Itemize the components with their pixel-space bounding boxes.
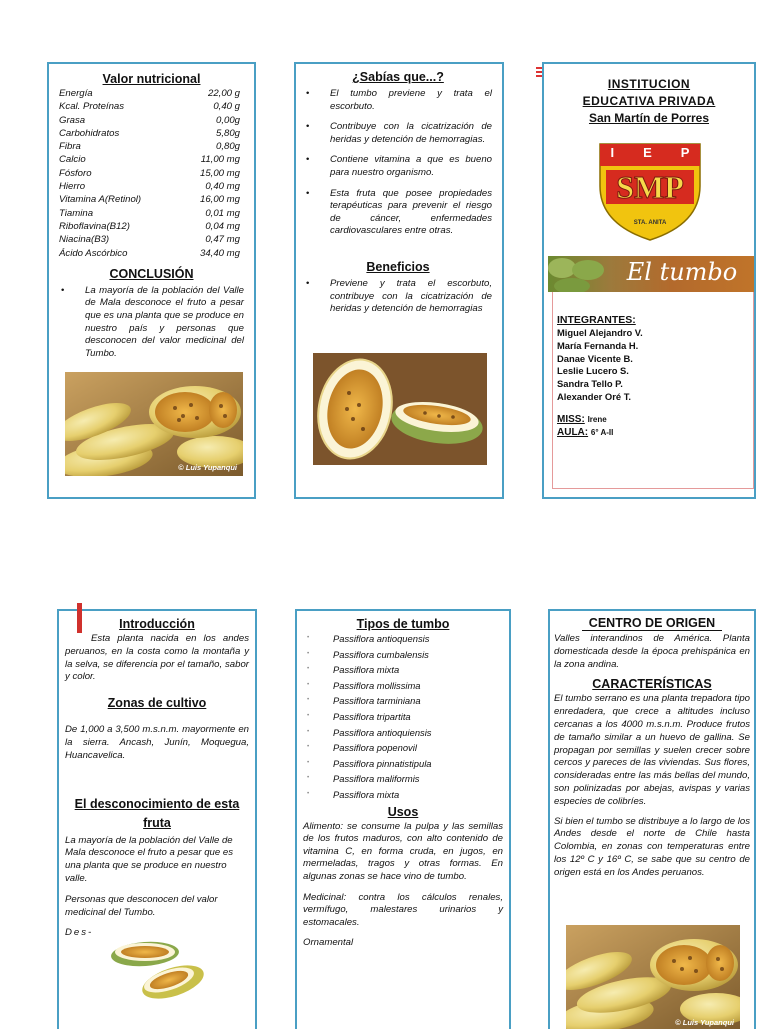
- tumbo-photo-2: [313, 353, 487, 465]
- sabias-item: • Contribuye con la cicatrización de heridas y detención de hemorragias.: [304, 121, 492, 146]
- panel-sabias: [294, 62, 504, 499]
- school-logo: [596, 140, 704, 242]
- nutrient-name: Energía: [59, 88, 93, 99]
- photo-credit: © Luis Yupanqui: [178, 463, 237, 472]
- panel-origen: [548, 609, 756, 1029]
- tipo-item: • Passiflora pinnatistipula: [303, 756, 503, 772]
- nutrient-name: Calcio: [59, 154, 86, 166]
- nutrient-value: 15,00 mg: [199, 167, 240, 179]
- usos-title: Usos: [387, 804, 419, 819]
- nutrient-value: 0,01 mg: [205, 207, 240, 219]
- tipo-item: • Passiflora tarminiana: [303, 693, 503, 709]
- caract-p2: Si bien el tumbo se distribuye a lo largo de los Andes desde el norte de Chile hasta Colombia, en zonas con temperaturas entre los 12º C y 16º C, se sabe que su centro de origen está en los Andes peruanos.: [554, 815, 750, 878]
- photo-credit-2: © Luis Yupanqui: [675, 1018, 734, 1027]
- tipos-list: [303, 631, 503, 803]
- usos-p3: Ornamental: [303, 937, 354, 949]
- banner-title: El tumbo: [626, 258, 738, 286]
- tipos-title: Tipos de tumbo: [356, 617, 450, 631]
- nutrient-name: Riboflavina(B12): [59, 220, 130, 232]
- sabias-title: ¿Sabías que...?: [352, 70, 444, 84]
- origen-title: CENTRO DE ORIGEN: [582, 616, 722, 631]
- usos-p2: Medicinal: contra los cálculos renales, vermífugo, malestares urinarios y estomacales.: [303, 891, 503, 928]
- nutrient-value: 0,80g: [215, 141, 240, 153]
- nutrient-name: Niacina(B3): [59, 234, 110, 246]
- tipo-item: • Passiflora mollissima: [303, 678, 503, 694]
- nutrient-value: 16,00 mg: [199, 194, 240, 206]
- nutrition-row: [59, 114, 244, 127]
- panel-cover: [542, 62, 756, 499]
- aula-value: 6° A-II: [590, 427, 614, 437]
- conclusion-title: CONCLUSIÓN: [109, 266, 194, 281]
- nutrition-title: Valor nutricional: [102, 72, 201, 86]
- member-name: María Fernanda H.: [557, 339, 639, 351]
- integrantes-label: INTEGRANTES:: [557, 314, 636, 326]
- nutrient-name: Fósforo: [59, 167, 92, 179]
- sabias-item: • El tumbo previene y trata el escorbuto.: [304, 88, 492, 113]
- nutrition-row: [59, 193, 244, 206]
- caract-title: CARACTERÍSTICAS: [592, 677, 712, 692]
- nutrient-name: Ácido Ascórbico: [59, 247, 128, 259]
- nutrition-table: [59, 87, 244, 260]
- zonas-text: De 1,000 a 3,500 m.s.n.m. mayormente en la sierra. Ancash, Junín, Moquegua, Huancavelica.: [65, 724, 249, 761]
- member-name: Sandra Tello P.: [557, 378, 623, 390]
- nutrition-row: [59, 180, 244, 193]
- nutrient-name: Tiamina: [59, 207, 94, 219]
- nutrition-row: [59, 87, 244, 100]
- caract-p1: El tumbo serrano es una planta trepadora tipo enredadera, que crece a altitudes incluso cercanas a los 4000 m.s.n.m. Produce frutos de tamaño similar a un huevo de gallina. Se propagan por semillas y suelen crecer sobre cercos y pareces de las viviendas. Sus flores, consideradas entre las más bellas del mundo, son polinizadas por abejas, avispas y varias especies de colibríes.: [554, 693, 750, 807]
- sabias-list: [304, 88, 492, 238]
- panel-intro: [57, 609, 257, 1029]
- logo-sub: STA. ANITA: [633, 220, 667, 226]
- panel-tipos: [295, 609, 511, 1029]
- tipo-item: • Passiflora mixta: [303, 787, 503, 803]
- nutrition-row: [59, 220, 244, 233]
- member-name: Leslie Lucero S.: [557, 365, 629, 377]
- school-line-1: INSTITUCION: [607, 77, 691, 91]
- desc-title: El desconocimiento de esta fruta: [74, 796, 240, 830]
- origen-text: Valles interandinos de América. Planta domesticada desde la época prehispánica en la zona andina.: [554, 633, 750, 670]
- nutrient-value: 0,00g: [215, 114, 240, 126]
- logo-main: SMP: [616, 169, 684, 205]
- nutrition-row: [59, 153, 244, 166]
- tumbo-photo-1: [65, 372, 243, 476]
- beneficios-title: Beneficios: [366, 259, 430, 274]
- nutrient-name: Vitamina A(Retinol): [59, 194, 142, 206]
- miss-label: MISS:: [557, 413, 585, 425]
- title-banner: [548, 256, 754, 292]
- tipo-item: • Passiflora cumbalensis: [303, 647, 503, 663]
- tipo-item: • Passiflora mixta: [303, 662, 503, 678]
- nutrient-name: Kcal. Proteínas: [59, 101, 125, 113]
- desc-p1: La mayoría de la población del Valle de Mala desconoce el fruto a pesar que es una planta que se produce en nuestro valle.: [65, 834, 233, 884]
- school-line-2: EDUCATIVA PRIVADA: [582, 94, 716, 108]
- panel-nutrition: [47, 62, 256, 499]
- aula-label: AULA:: [557, 426, 589, 438]
- red-mark-bottom: [77, 603, 82, 633]
- school-line-3: San Martín de Porres: [588, 111, 710, 125]
- nutrition-row: [59, 167, 244, 180]
- tumbo-photo-4: [566, 925, 740, 1029]
- nutrient-value: 0,40 mg: [205, 181, 240, 193]
- nutrient-value: 34,40 mg: [199, 247, 240, 259]
- nutrition-row: [59, 140, 244, 153]
- miss-value: Irene: [587, 414, 607, 424]
- member-name: Danae Vicente B.: [557, 352, 633, 364]
- nutrient-name: Fibra: [59, 141, 81, 153]
- tipo-item: • Passiflora popenovil: [303, 740, 503, 756]
- nutrient-value: 22,00 g: [207, 88, 240, 99]
- beneficios-list: [304, 278, 492, 316]
- nutrient-name: Carbohidratos: [59, 127, 120, 139]
- desc-p2: Personas que desconocen del valor medicinal del Tumbo.: [65, 893, 218, 918]
- nutrient-value: 5,80g: [215, 127, 240, 139]
- nutrition-row: [59, 233, 244, 246]
- nutrient-name: Grasa: [59, 114, 86, 126]
- nutrition-row: [59, 207, 244, 220]
- sabias-item: • Contiene vitamina a que es bueno para nuestro organismo.: [304, 154, 492, 179]
- members-box: [552, 292, 754, 489]
- tumbo-photo-3: [109, 934, 209, 1004]
- nutrient-value: 0,47 mg: [205, 234, 240, 246]
- usos-p1: Alimento: se consume la pulpa y las semillas de los frutos maduros, con alto contenido de vitamina C, en forma cruda, en jugos, en mermeladas, tragos y otras formas. En algunas zonas se hace vino de tumbo.: [303, 820, 503, 882]
- member-name: Miguel Alejandro V.: [557, 327, 643, 338]
- nutrition-row: [59, 100, 244, 113]
- conclusion-text: • La mayoría de la población del Valle de Mala desconoce el fruto a pesar que es una planta que se produce en nuestro país y personas que desconocen del valor medicinal del Tumbo.: [59, 285, 244, 361]
- tipo-item: • Passiflora tripartita: [303, 709, 503, 725]
- nutrient-value: 11,00 mg: [200, 154, 240, 166]
- member-name: Alexander Oré T.: [557, 390, 631, 402]
- logo-letters: I E P: [610, 145, 690, 160]
- sabias-item: • Esta fruta que posee propiedades terapéuticas para prevenir el riesgo de cáncer, enfermedades cardiovasculares entre otras.: [304, 188, 492, 238]
- nutrition-row: [59, 247, 244, 260]
- desc-p3: Des-: [65, 927, 94, 939]
- tipo-item: • Passiflora maliformis: [303, 771, 503, 787]
- zonas-title: Zonas de cultivo: [107, 696, 207, 711]
- nutrient-name: Hierro: [59, 181, 86, 193]
- nutrient-value: 0,40 g: [213, 101, 240, 113]
- tipo-item: • Passiflora antioquiensis: [303, 725, 503, 741]
- members-list: [557, 327, 753, 404]
- beneficio-item: • Previene y trata el escorbuto, contribuye con la cicatrización de heridas y detención de hemorragias: [304, 278, 492, 316]
- nutrient-value: 0,04 mg: [205, 220, 240, 232]
- tipo-item: • Passiflora antioquensis: [303, 631, 503, 647]
- intro-title: Introducción: [119, 617, 195, 631]
- nutrition-row: [59, 127, 244, 140]
- intro-text: Esta planta nacida en los andes peruanos, en la costa como la montaña y la selva, se diferencia por el tamaño, sabor y color.: [65, 633, 249, 683]
- red-mark-top: [536, 67, 542, 69]
